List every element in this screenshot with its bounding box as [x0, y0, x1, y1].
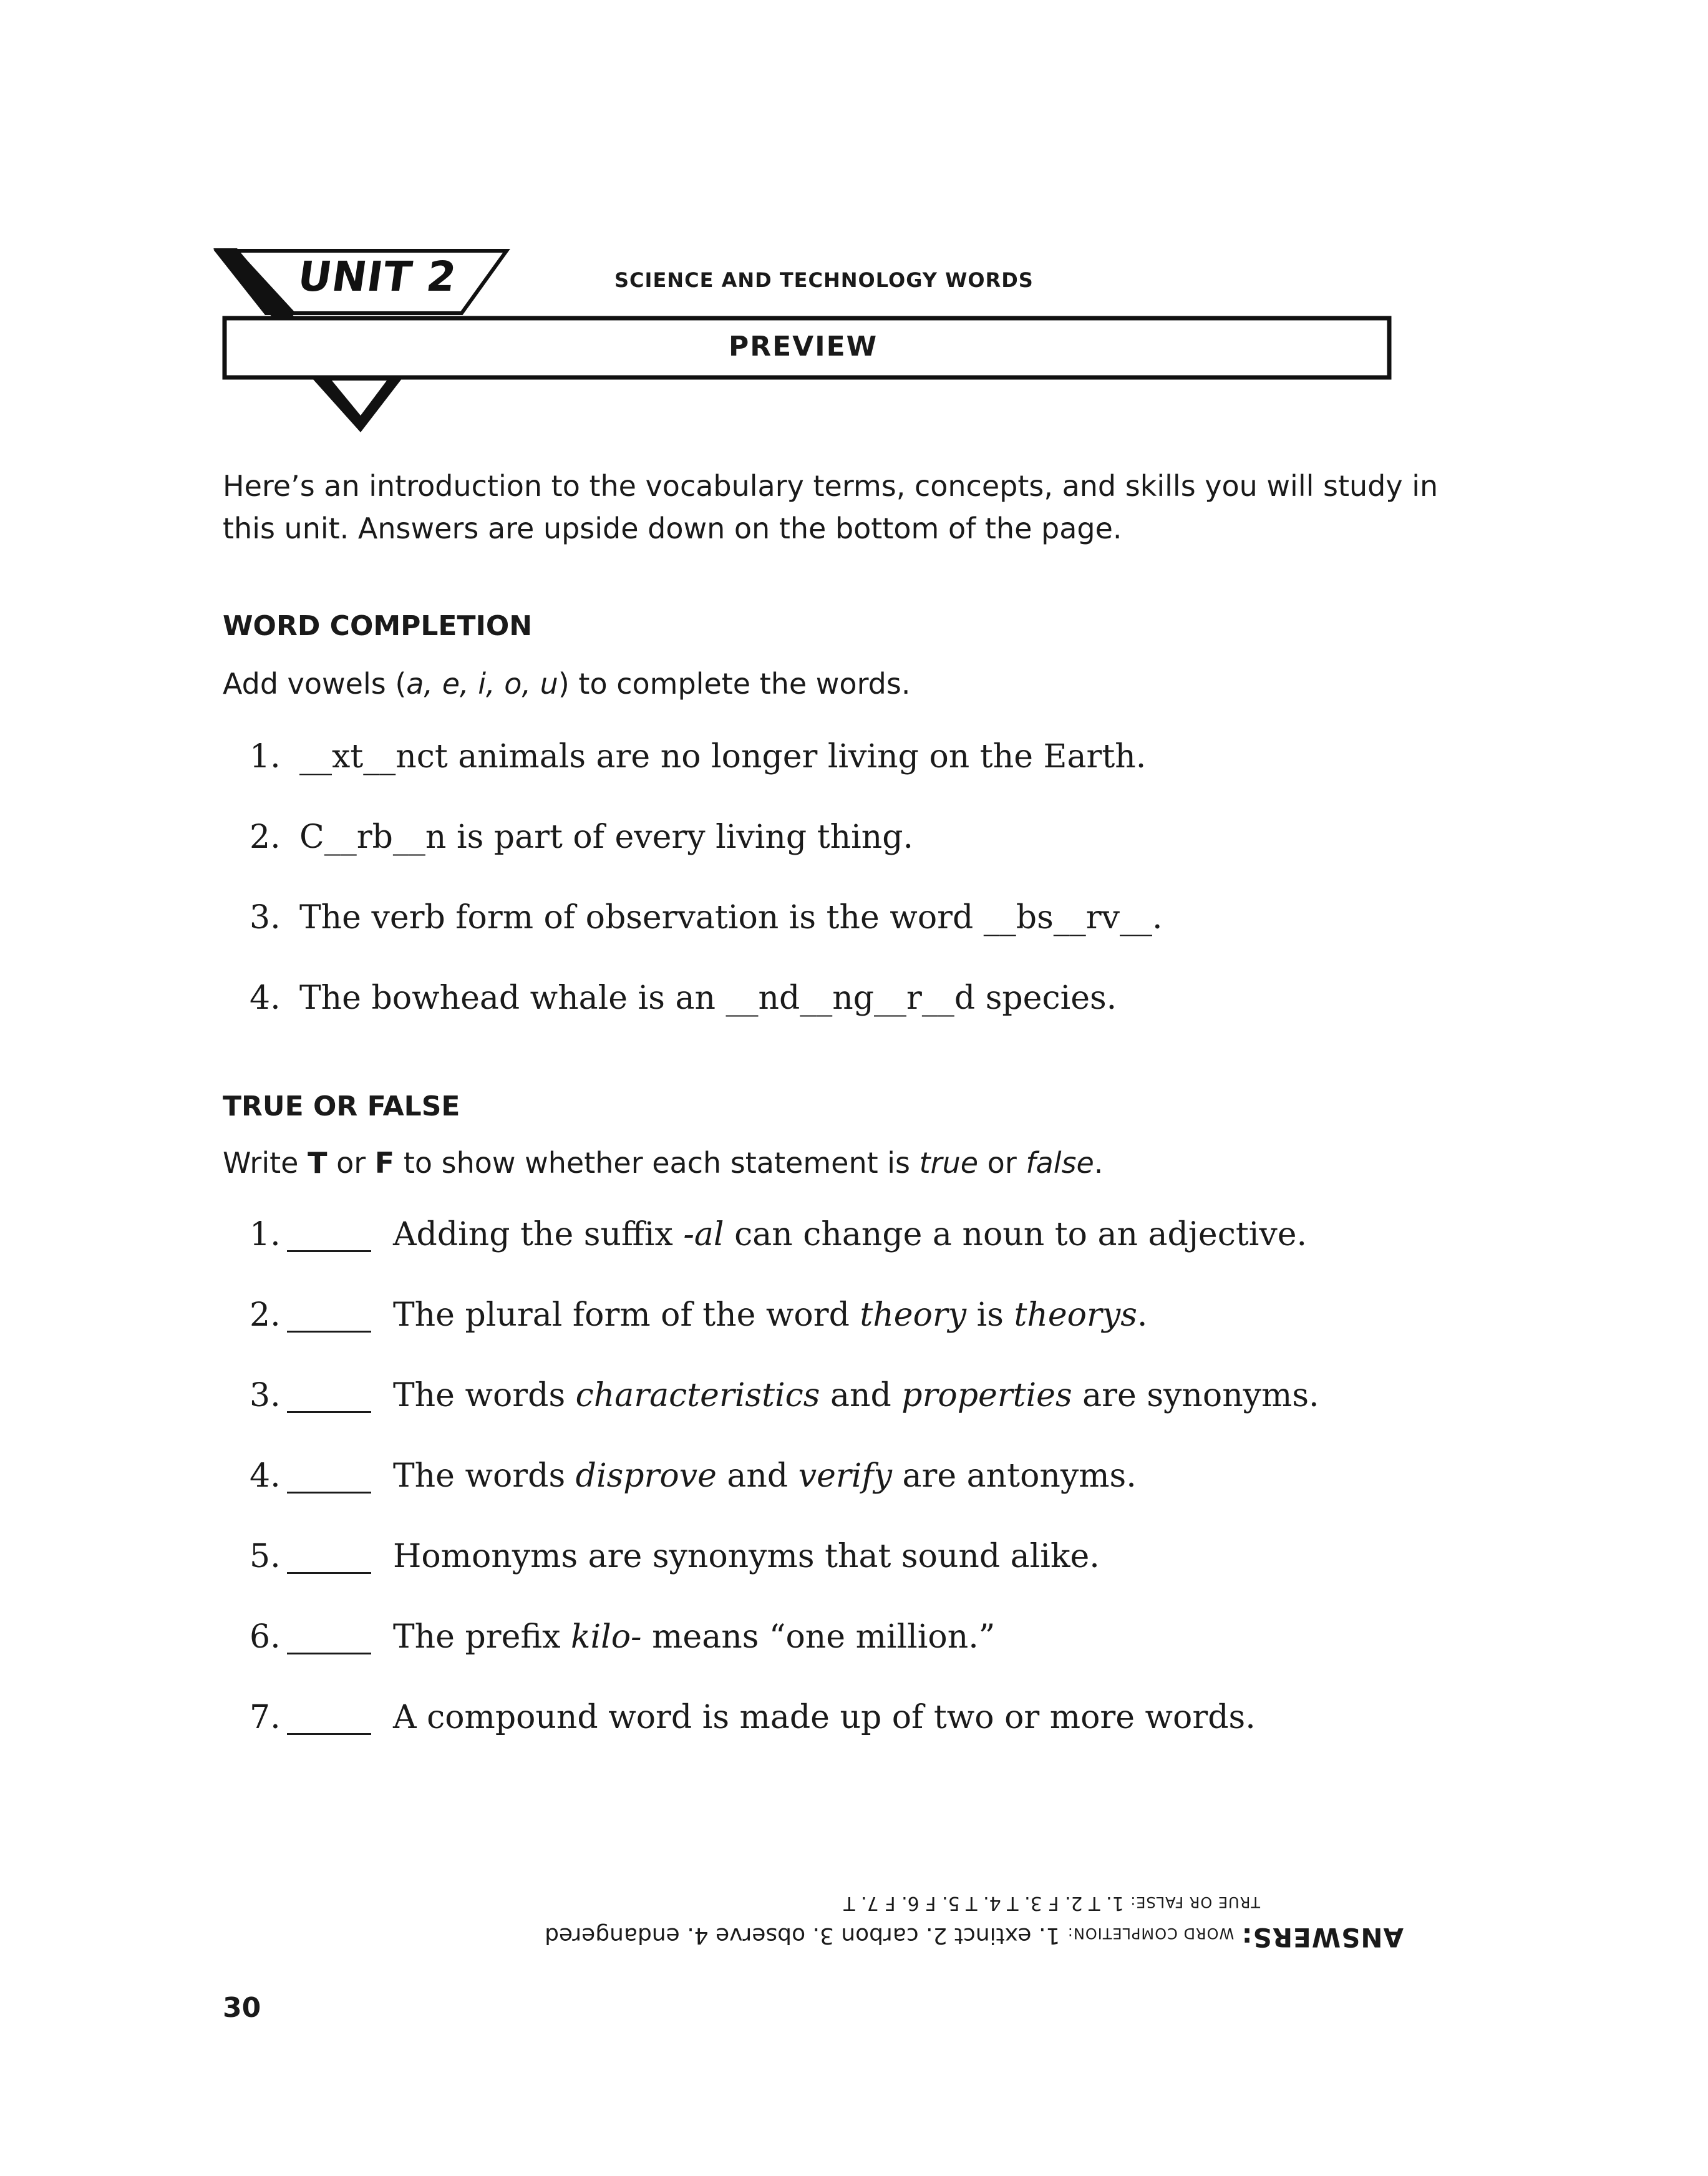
- instruction-f: F: [374, 1146, 395, 1180]
- tf-text-part: can change a noun to an adjective.: [724, 1216, 1308, 1253]
- tf-text-part: The words: [393, 1377, 576, 1414]
- true-false-instruction: [223, 1142, 1103, 1184]
- tf-text-part: is: [966, 1296, 1014, 1334]
- word-completion-heading: WORD COMPLETION: [223, 610, 533, 642]
- wc-item-number: 4.: [250, 979, 281, 1017]
- tf-item-text: [393, 1696, 1256, 1739]
- tf-text-part: means “one million.”: [641, 1618, 996, 1656]
- tf-text-part: Homonyms are synonyms that sound alike.: [393, 1538, 1100, 1575]
- instruction-text: Write: [223, 1146, 308, 1180]
- answers-label: ANSWERS:: [1241, 1922, 1404, 1953]
- wc-item-text: The bowhead whale is an __nd__ng__r__d species.: [299, 979, 1117, 1017]
- tf-item-number: 5.: [250, 1538, 281, 1575]
- word-completion-instruction: [223, 663, 910, 705]
- tf-text-part: are synonyms.: [1072, 1377, 1319, 1414]
- tf-text-part: and: [716, 1457, 798, 1495]
- instruction-t: T: [308, 1146, 328, 1180]
- tf-text-italic: -al: [683, 1216, 724, 1253]
- instruction-false: false: [1026, 1146, 1094, 1180]
- word-completion-answers-label: WORD COMPLETION:: [1067, 1925, 1235, 1942]
- true-false-answers: 1. T 2. F 3. T 4. T 5. F 6. F 7. T: [843, 1892, 1124, 1914]
- instruction-text: Add vowels (: [223, 667, 407, 701]
- preview-heading: PREVIEW: [729, 331, 878, 362]
- tf-text-part: The words: [393, 1457, 576, 1495]
- tf-text-italic: properties: [901, 1377, 1072, 1414]
- tf-item-number: 7.: [250, 1699, 281, 1736]
- intro-line-2: this unit. Answers are upside down on the bottom of the page.: [223, 512, 1122, 545]
- tf-item-text: [393, 1454, 1137, 1498]
- tf-answer-blank[interactable]: [287, 1331, 371, 1333]
- tf-text-italic: verify: [798, 1457, 892, 1495]
- tf-item-text: [393, 1213, 1307, 1256]
- tf-answer-blank[interactable]: [287, 1653, 371, 1654]
- wc-item-text: The verb form of observation is the word __bs__rv__.: [299, 899, 1163, 936]
- tf-text-part: and: [820, 1377, 902, 1414]
- wc-item-text: C__rb__n is part of every living thing.: [299, 818, 914, 856]
- unit-banner-graphic: [0, 0, 1708, 474]
- tf-answer-blank[interactable]: [287, 1572, 371, 1574]
- tf-answer-blank[interactable]: [287, 1250, 371, 1252]
- tf-item-number: 1.: [250, 1216, 281, 1253]
- instruction-text: .: [1094, 1146, 1104, 1180]
- tf-text-part: A compound word is made up of two or more words.: [393, 1699, 1256, 1736]
- tf-text-italic: characteristics: [575, 1377, 820, 1414]
- tf-item-number: 2.: [250, 1296, 281, 1334]
- upside-down-answers: [545, 1865, 1404, 1953]
- tf-answer-blank[interactable]: [287, 1411, 371, 1413]
- tf-text-italic: theory: [860, 1296, 967, 1334]
- tf-text-part: are antonyms.: [891, 1457, 1137, 1495]
- true-false-heading: TRUE OR FALSE: [223, 1090, 460, 1122]
- tf-item-text: [393, 1293, 1147, 1337]
- section-title: SCIENCE AND TECHNOLOGY WORDS: [614, 268, 1034, 292]
- instruction-text: or: [978, 1146, 1026, 1180]
- tf-text-part: Adding the suffix: [393, 1216, 684, 1253]
- wc-item-number: 1.: [250, 738, 281, 775]
- word-completion-answers: 1. extinct 2. carbon 3. observe 4. endangered: [545, 1923, 1060, 1948]
- instruction-text: to show whether each statement is: [394, 1146, 920, 1180]
- tf-text-italic: theorys: [1014, 1296, 1137, 1334]
- tf-answer-blank[interactable]: [287, 1733, 371, 1735]
- tf-text-part: The plural form of the word: [393, 1296, 860, 1334]
- tf-item-text: [393, 1615, 995, 1659]
- tf-item-text: [393, 1535, 1100, 1578]
- tf-answer-blank[interactable]: [287, 1492, 371, 1494]
- instruction-true: true: [919, 1146, 979, 1180]
- answers-line-2: [843, 1892, 1260, 1914]
- tf-text-italic: kilo-: [570, 1618, 642, 1656]
- instruction-text: or: [327, 1146, 375, 1180]
- tf-text-part: .: [1137, 1296, 1148, 1334]
- intro-paragraph: [223, 465, 1438, 550]
- wc-item-number: 2.: [250, 818, 281, 856]
- tf-item-number: 6.: [250, 1618, 281, 1656]
- tf-text-italic: disprove: [575, 1457, 717, 1495]
- instruction-vowels: a, e, i, o, u: [406, 667, 558, 701]
- answers-line-1: [545, 1922, 1404, 1953]
- intro-line-1: Here’s an introduction to the vocabulary terms, concepts, and skills you will study in: [223, 469, 1439, 503]
- instruction-text: ) to complete the words.: [558, 667, 911, 701]
- tf-item-number: 4.: [250, 1457, 281, 1495]
- unit-label: UNIT 2: [294, 253, 460, 301]
- tf-item-text: [393, 1374, 1319, 1417]
- wc-item-text: __xt__nct animals are no longer living on the Earth.: [299, 738, 1147, 775]
- wc-item-number: 3.: [250, 899, 281, 936]
- true-false-answers-label: TRUE OR FALSE:: [1130, 1893, 1260, 1911]
- tf-item-number: 3.: [250, 1377, 281, 1414]
- tf-text-part: The prefix: [393, 1618, 571, 1656]
- page-number: 30: [223, 1992, 261, 2024]
